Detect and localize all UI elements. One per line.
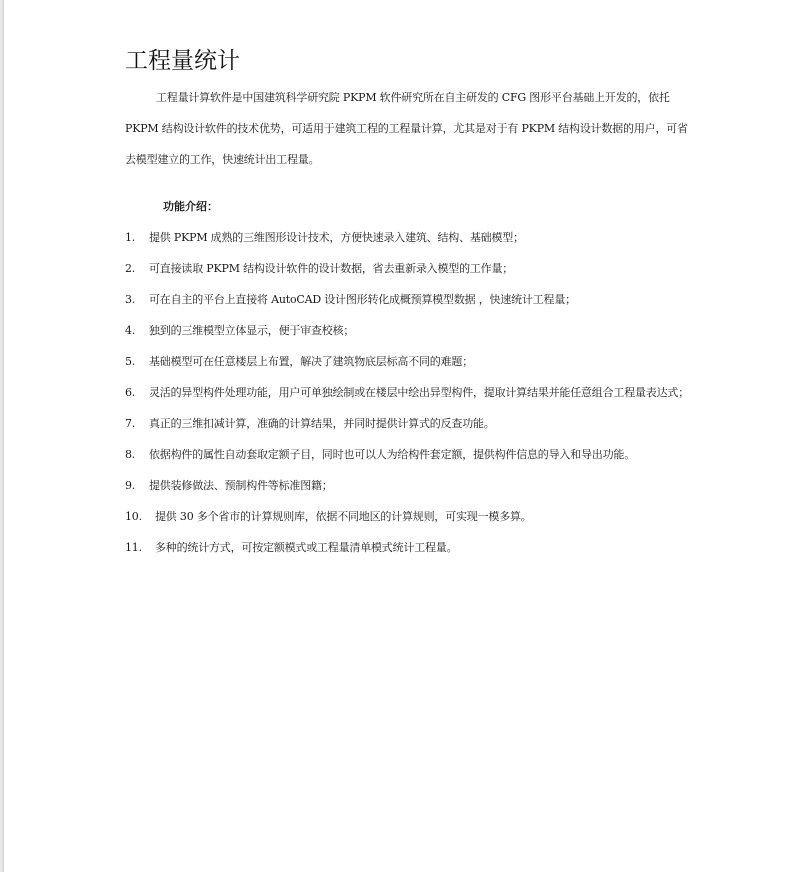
feature-number: 6. [125, 386, 136, 399]
feature-item [125, 501, 691, 532]
feature-list [125, 222, 691, 563]
section-heading: 功能介绍： [163, 200, 218, 213]
feature-number: 3. [125, 293, 136, 306]
feature-number: 1. [125, 231, 136, 244]
feature-text: 多种的统计方式，可按定额模式或工程量清单模式统计工程量。 [155, 541, 458, 554]
feature-item [125, 532, 691, 563]
feature-number: 5. [125, 355, 136, 368]
feature-text: 提供装修做法、预制构件等标准图籍； [149, 479, 333, 492]
feature-item [125, 284, 691, 315]
feature-text: 可在自主的平台上直接将 AutoCAD 设计图形转化成概预算模型数据 ，快速统计工程量； [149, 293, 576, 306]
feature-number: 10. [125, 510, 142, 523]
feature-number: 8. [125, 448, 136, 461]
feature-number: 9. [125, 479, 136, 492]
feature-item [125, 377, 691, 408]
feature-item [125, 315, 691, 346]
feature-text: 可直接读取 PKPM 结构设计软件的设计数据，省去重新录入模型的工作量； [149, 262, 514, 275]
feature-text: 提供 PKPM 成熟的三维图形设计技术，方便快速录入建筑、结构、基础模型； [149, 231, 524, 244]
feature-text: 独到的三维模型立体显示，便于审查校核； [149, 324, 355, 337]
feature-number: 7. [125, 417, 136, 430]
feature-item [125, 470, 691, 501]
feature-item [125, 439, 691, 470]
document-title: 工程量统计 [125, 48, 240, 74]
feature-item [125, 408, 691, 439]
feature-text: 基础模型可在任意楼层上布置，解决了建筑物底层标高不同的难题； [149, 355, 473, 368]
page-content [125, 44, 691, 563]
feature-text: 真正的三维扣减计算，准确的计算结果，并同时提供计算式的反查功能。 [149, 417, 495, 430]
feature-text: 提供 30 多个省市的计算规则库，依据不同地区的计算规则，可实现一模多算。 [155, 510, 532, 523]
document-page [4, 0, 797, 872]
feature-number: 4. [125, 324, 136, 337]
feature-item [125, 253, 691, 284]
feature-text: 依据构件的属性自动套取定额子目，同时也可以人为给构件套定额，提供构件信息的导入和导出功能。 [149, 448, 635, 461]
feature-item [125, 222, 691, 253]
feature-text: 灵活的异型构件处理功能，用户可单独绘制或在楼层中绘出异型构件，提取计算结果并能任意组合工程量表达式； [149, 386, 689, 399]
feature-number: 2. [125, 262, 136, 275]
feature-number: 11. [125, 541, 142, 554]
intro-paragraph: 工程量计算软件是中国建筑科学研究院 PKPM 软件研究所在自主研发的 CFG 图形平台基础上开发的，依托 PKPM 结构设计软件的技术优势，可适用于建筑工程的工程量计算，尤其是对于有 PKPM 结构设计数据的用户，可省去模型建立的工作，快速统计出工程量。 [125, 91, 688, 166]
feature-item [125, 346, 691, 377]
